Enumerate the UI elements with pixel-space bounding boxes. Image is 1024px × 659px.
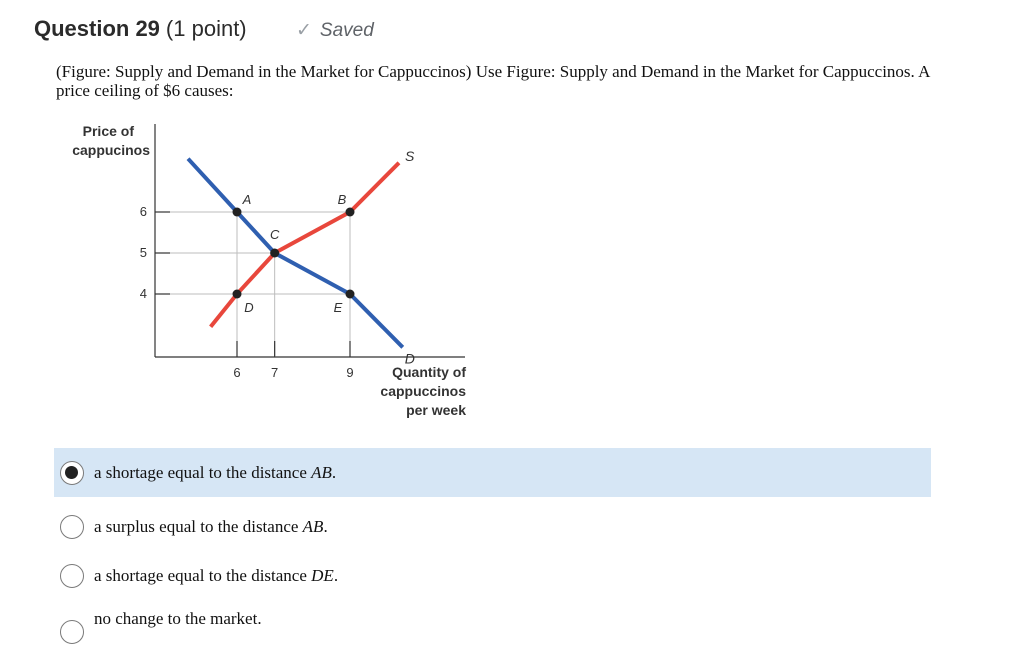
point-label-d: D: [244, 300, 254, 315]
supply-curve: [211, 163, 399, 327]
answer-option-label: a shortage equal to the distance AB.: [94, 462, 337, 482]
point-label-b: B: [337, 192, 347, 207]
x-tick-label: 7: [271, 365, 279, 380]
y-tick-label: 6: [139, 204, 147, 219]
answer-option-label: a surplus equal to the distance AB.: [94, 517, 328, 536]
answer-option-4[interactable]: [54, 600, 262, 644]
supply-demand-chart: [0, 112, 520, 432]
check-icon: ✓: [296, 20, 312, 41]
y-tick-label: 4: [139, 286, 147, 301]
point-d: [233, 290, 242, 299]
saved-status-label: Saved: [319, 19, 374, 41]
question-points: (1 point): [165, 16, 247, 41]
point-b: [346, 208, 355, 217]
question-header: [34, 16, 247, 42]
demand-curve-label: D: [404, 350, 415, 367]
x-axis-title-line1: Quantity of: [392, 364, 466, 380]
x-tick-label: 9: [346, 365, 354, 380]
x-tick-label: 6: [233, 365, 241, 380]
radio-button[interactable]: [60, 620, 84, 644]
x-axis-title-line2: cappuccinos: [380, 383, 466, 399]
x-axis-title-line3: per week: [406, 402, 466, 418]
radio-button[interactable]: [60, 564, 84, 588]
point-a: [233, 208, 242, 217]
supply-curve-label: S: [404, 147, 415, 164]
point-label-c: C: [269, 227, 280, 242]
point-e: [346, 290, 355, 299]
supply-demand-figure: [0, 112, 520, 432]
answer-option-1[interactable]: [54, 448, 931, 497]
answer-option-label: no change to the market.: [94, 609, 262, 628]
y-tick-label: 5: [139, 245, 147, 260]
radio-button[interactable]: [60, 515, 84, 539]
point-label-a: A: [242, 192, 252, 207]
point-c: [270, 249, 279, 258]
question-prompt: (Figure: Supply and Demand in the Market for Cappuccinos) Use Figure: Supply and Demand in the Market for Cappuccinos. A price ceiling of $6 causes:: [56, 62, 930, 100]
chart-marks: [140, 148, 415, 380]
y-axis-title-line1: Price of: [82, 123, 134, 139]
answer-option-label: a shortage equal to the distance DE.: [94, 566, 339, 585]
saved-status: [296, 19, 374, 42]
radio-button-selected[interactable]: [60, 461, 84, 485]
answer-option-2[interactable]: [54, 515, 328, 539]
question-title: Question 29: [34, 16, 160, 41]
y-axis-title-line2: cappucinos: [72, 142, 150, 158]
answer-option-3[interactable]: [54, 564, 338, 588]
point-label-e: E: [333, 300, 343, 315]
